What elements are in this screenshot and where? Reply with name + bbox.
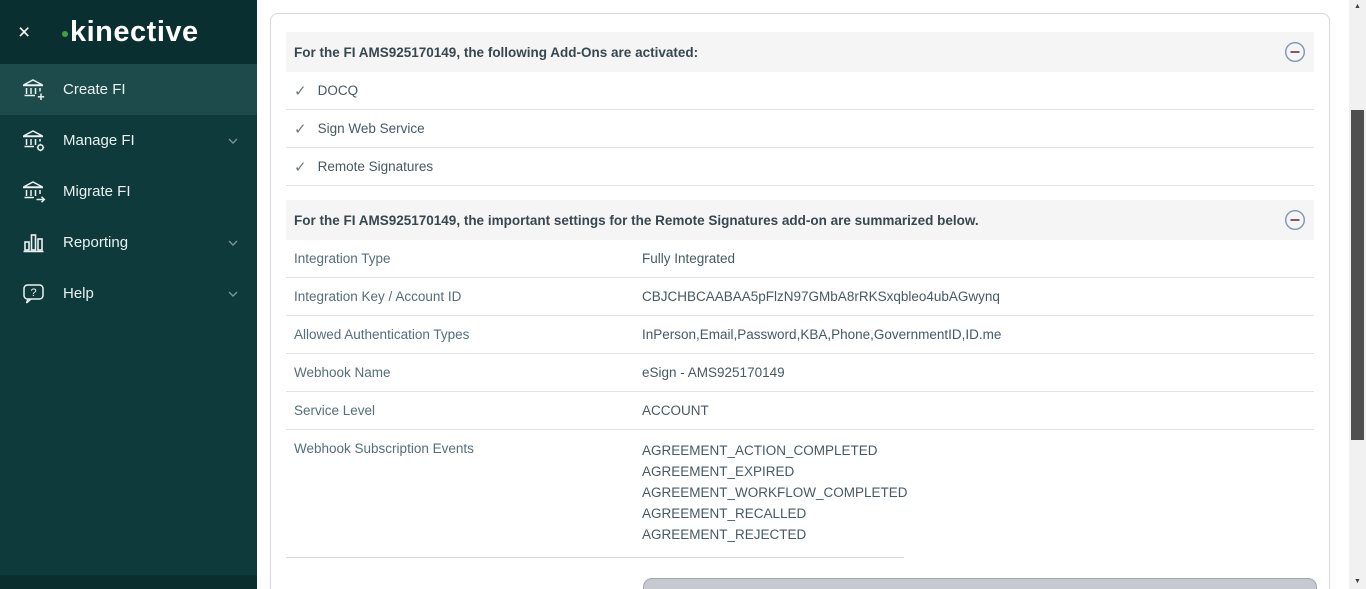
setting-row-service-level (286, 392, 1314, 430)
addons-panel-header (286, 32, 1314, 72)
chevron-down-icon (225, 286, 241, 302)
webhook-event: AGREEMENT_RECALLED (642, 506, 807, 521)
brand-logo (62, 16, 199, 49)
addon-label: Sign Web Service (317, 121, 425, 136)
setting-label: Allowed Authentication Types (294, 327, 470, 342)
setting-row-webhook-name (286, 354, 1314, 392)
webhook-event: AGREEMENT_ACTION_COMPLETED (642, 443, 878, 458)
sidebar-item-label: Help (63, 285, 94, 302)
setting-label: Integration Type (294, 251, 391, 266)
settings-panel-header (286, 200, 1314, 240)
row-divider (286, 557, 904, 558)
addon-label: Remote Signatures (317, 159, 434, 174)
bank-gear-icon (20, 127, 47, 154)
webhook-event: AGREEMENT_WORKFLOW_COMPLETED (642, 485, 908, 500)
sidebar-item-reporting[interactable] (0, 217, 257, 268)
svg-text:?: ? (30, 287, 37, 299)
brand-green-dot-icon (62, 31, 68, 37)
setting-label: Integration Key / Account ID (294, 289, 462, 304)
close-sidebar-icon[interactable]: × (18, 20, 31, 44)
help-bubble-icon (20, 280, 47, 307)
sidebar-item-label: Reporting (63, 234, 129, 251)
addons-panel-title: For the FI AMS925170149, the following Add-Ons are activated: (294, 44, 699, 60)
sidebar-item-migrate-fi[interactable] (0, 166, 257, 217)
sidebar (0, 0, 257, 589)
setting-value: eSign - AMS925170149 (642, 365, 785, 380)
content-card (270, 13, 1330, 589)
vertical-scrollbar[interactable] (1349, 0, 1366, 589)
chevron-down-icon (225, 133, 241, 149)
addon-row-sign-web-service (286, 110, 1314, 148)
bank-migrate-icon (20, 178, 47, 205)
sidebar-logo-band (0, 0, 257, 64)
partial-bottom-bar[interactable] (643, 578, 1317, 589)
setting-label: Service Level (294, 403, 376, 418)
scroll-down-arrow-icon[interactable]: ▼ (1354, 578, 1361, 585)
setting-value: ACCOUNT (642, 403, 709, 418)
sidebar-item-create-fi[interactable] (0, 64, 257, 115)
addon-row-remote-signatures (286, 148, 1314, 186)
scrollbar-thumb[interactable] (1351, 110, 1364, 440)
setting-label: Webhook Subscription Events (294, 441, 474, 456)
setting-value: InPerson,Email,Password,KBA,Phone,GovernmentID,ID.me (642, 327, 1002, 342)
sidebar-item-help[interactable] (0, 268, 257, 319)
setting-row-webhook-events (286, 430, 1314, 557)
bar-chart-icon (20, 229, 47, 256)
minus-circle-icon[interactable] (1284, 209, 1306, 231)
sidebar-footer-strip (0, 575, 257, 589)
setting-row-auth-types (286, 316, 1314, 354)
setting-value-list (642, 440, 908, 545)
webhook-event: AGREEMENT_REJECTED (642, 527, 807, 542)
webhook-event: AGREEMENT_EXPIRED (642, 464, 795, 479)
sidebar-item-label: Migrate FI (63, 183, 131, 200)
setting-row-integration-type (286, 240, 1314, 278)
sidebar-item-label: Manage FI (63, 132, 135, 149)
settings-panel-title: For the FI AMS925170149, the important settings for the Remote Signatures add-on are summarized below. (294, 212, 979, 228)
sidebar-nav (0, 64, 257, 319)
setting-value: Fully Integrated (642, 251, 736, 266)
setting-value: CBJCHBCAABAA5pFlzN97GMbA8rRKSxqbleo4ubAGwynq (642, 289, 1000, 304)
setting-label: Webhook Name (294, 365, 391, 380)
addon-row-docq (286, 72, 1314, 110)
brand-name: kinective (70, 15, 199, 48)
bank-plus-icon (20, 76, 47, 103)
sidebar-item-label: Create FI (63, 81, 126, 98)
setting-row-integration-key (286, 278, 1314, 316)
scroll-up-arrow-icon[interactable]: ▲ (1354, 3, 1361, 10)
chevron-down-icon (225, 235, 241, 251)
minus-circle-icon[interactable] (1284, 41, 1306, 63)
check-icon: ✓ (294, 120, 307, 138)
check-icon: ✓ (294, 82, 307, 100)
sidebar-item-manage-fi[interactable] (0, 115, 257, 166)
addon-label: DOCQ (317, 83, 359, 98)
check-icon: ✓ (294, 158, 307, 176)
